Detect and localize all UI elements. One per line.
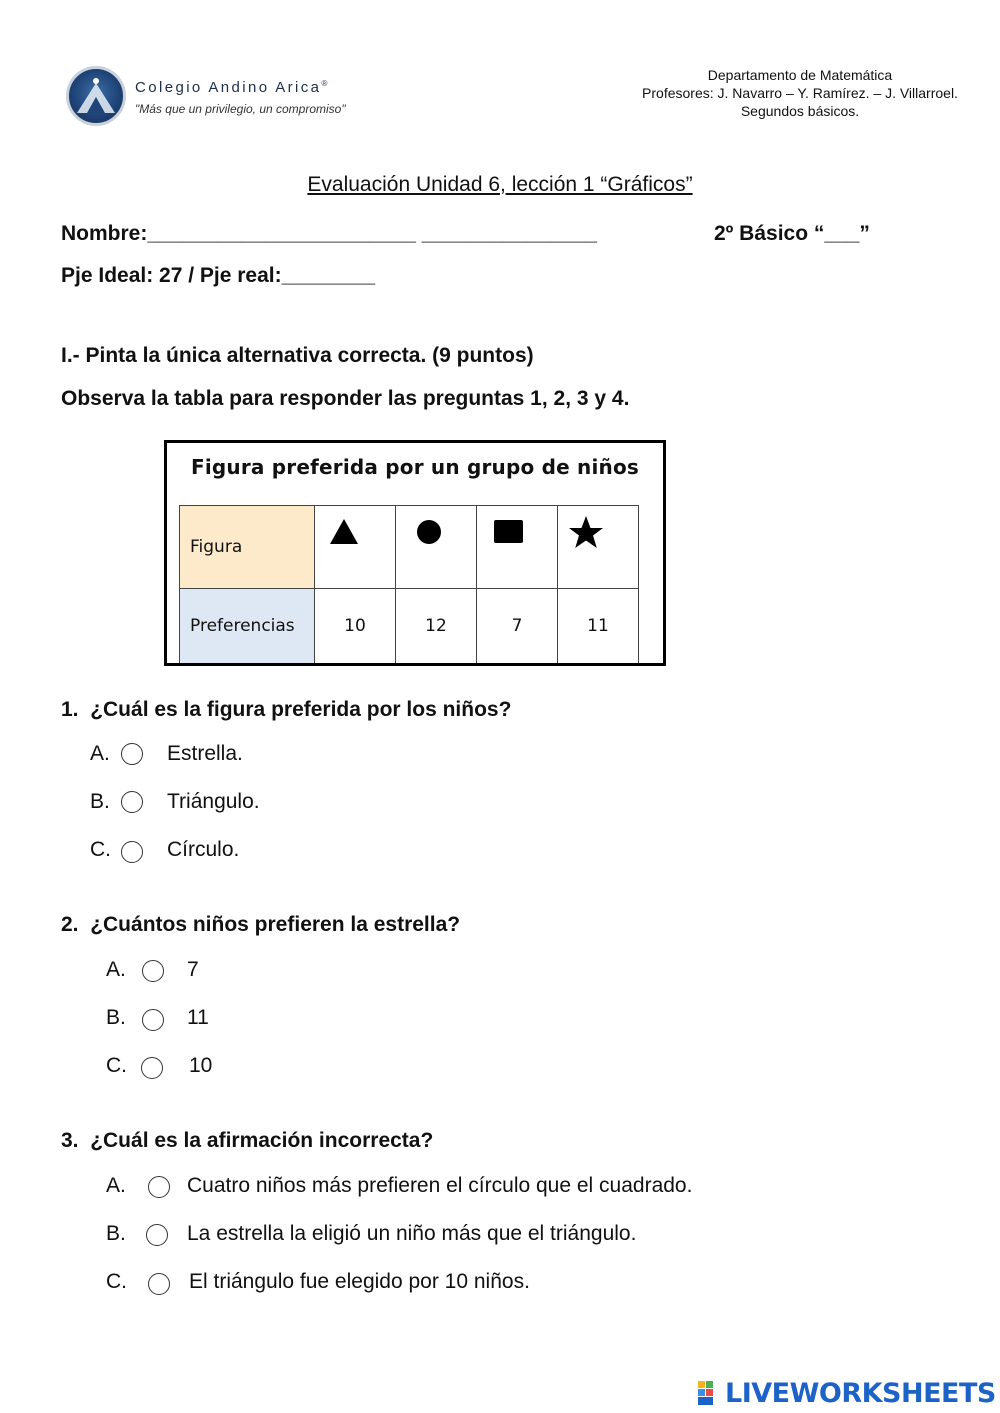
q1-option-b[interactable] <box>90 790 260 814</box>
option-letter: B. <box>106 1006 126 1029</box>
radio-button[interactable] <box>148 1176 170 1198</box>
radio-button[interactable] <box>146 1224 168 1246</box>
preference-value: 12 <box>396 589 477 664</box>
question-number: 2. <box>61 913 79 936</box>
radio-button[interactable] <box>148 1273 170 1295</box>
radio-button[interactable] <box>141 1057 163 1079</box>
q3-option-a[interactable] <box>106 1174 693 1198</box>
row-header-preferencias: Preferencias <box>180 589 315 664</box>
preference-table-figure <box>164 440 666 666</box>
section-heading: I.- Pinta la única alternativa correcta. (9 puntos) <box>61 344 534 367</box>
evaluation-title: Evaluación Unidad 6, lección 1 “Gráficos” <box>307 173 693 196</box>
option-letter: B. <box>90 790 110 813</box>
option-text: Círculo. <box>167 838 240 861</box>
radio-button[interactable] <box>121 743 143 765</box>
question-2 <box>61 913 460 937</box>
option-text: Estrella. <box>167 742 243 765</box>
option-letter: A. <box>106 1174 126 1197</box>
name-field-line[interactable]: Nombre:_______________________ _______________ <box>61 222 597 245</box>
option-letter: C. <box>106 1270 127 1293</box>
school-logo <box>66 66 126 126</box>
radio-button[interactable] <box>142 960 164 982</box>
q3-option-b[interactable] <box>106 1222 637 1246</box>
star-icon <box>558 506 638 583</box>
q3-option-c[interactable] <box>106 1270 530 1294</box>
option-letter: C. <box>90 838 111 861</box>
preference-value: 11 <box>558 589 639 664</box>
figure-cell <box>315 506 396 589</box>
figure-cell <box>558 506 639 589</box>
question-text: ¿Cuál es la figura preferida por los niños? <box>90 698 512 721</box>
question-3 <box>61 1129 433 1153</box>
level-label: Segundos básicos. <box>740 103 860 119</box>
option-letter: A. <box>90 742 110 765</box>
triangle-icon <box>315 506 395 583</box>
q1-option-c[interactable] <box>90 838 240 862</box>
option-letter: A. <box>106 958 126 981</box>
option-letter: C. <box>106 1054 127 1077</box>
liveworksheets-brand[interactable] <box>697 1376 996 1410</box>
school-motto: "Más que un privilegio, un compromiso" <box>135 102 346 116</box>
radio-button[interactable] <box>121 791 143 813</box>
radio-button[interactable] <box>142 1009 164 1031</box>
teachers-label: Profesores: J. Navarro – Y. Ramírez. – J. Villarroel. <box>642 85 958 101</box>
radio-button[interactable] <box>121 841 143 863</box>
q2-option-a[interactable] <box>106 958 199 982</box>
grade-field-line[interactable]: 2º Básico “___” <box>714 222 870 245</box>
question-1 <box>61 698 511 722</box>
question-text: ¿Cuántos niños prefieren la estrella? <box>90 913 461 936</box>
section-instruction: Observa la tabla para responder las preguntas 1, 2, 3 y 4. <box>61 387 630 410</box>
q2-option-b[interactable] <box>106 1006 209 1030</box>
preference-table <box>179 505 639 663</box>
figure-cell <box>477 506 558 589</box>
department-label: Departamento de Matemática <box>707 67 893 83</box>
circle-icon <box>396 506 476 583</box>
question-number: 3. <box>61 1129 79 1152</box>
score-field-line[interactable]: Pje Ideal: 27 / Pje real:________ <box>61 264 376 287</box>
brand-name: LIVEWORKSHEETS <box>725 1377 996 1409</box>
table-row <box>180 506 639 589</box>
question-text: ¿Cuál es la afirmación incorrecta? <box>90 1129 434 1152</box>
option-text: 7 <box>187 958 199 981</box>
q1-option-a[interactable] <box>90 742 243 766</box>
square-icon <box>477 506 557 583</box>
preference-value: 10 <box>315 589 396 664</box>
option-text: Triángulo. <box>167 790 260 813</box>
table-row <box>180 589 639 664</box>
school-name: Colegio Andino Arica® <box>135 79 328 96</box>
liveworksheets-logo-icon <box>697 1379 723 1407</box>
q2-option-c[interactable] <box>106 1054 213 1078</box>
option-text: La estrella la eligió un niño más que el triángulo. <box>187 1222 637 1245</box>
option-text: 11 <box>187 1006 209 1029</box>
option-letter: B. <box>106 1222 126 1245</box>
preference-value: 7 <box>477 589 558 664</box>
question-number: 1. <box>61 698 79 721</box>
option-text: El triángulo fue elegido por 10 niños. <box>189 1270 530 1293</box>
row-header-figura: Figura <box>180 506 315 589</box>
option-text: 10 <box>189 1054 213 1077</box>
figure-cell <box>396 506 477 589</box>
table-title: Figura preferida por un grupo de niños <box>190 455 640 479</box>
option-text: Cuatro niños más prefieren el círculo que el cuadrado. <box>187 1174 693 1197</box>
